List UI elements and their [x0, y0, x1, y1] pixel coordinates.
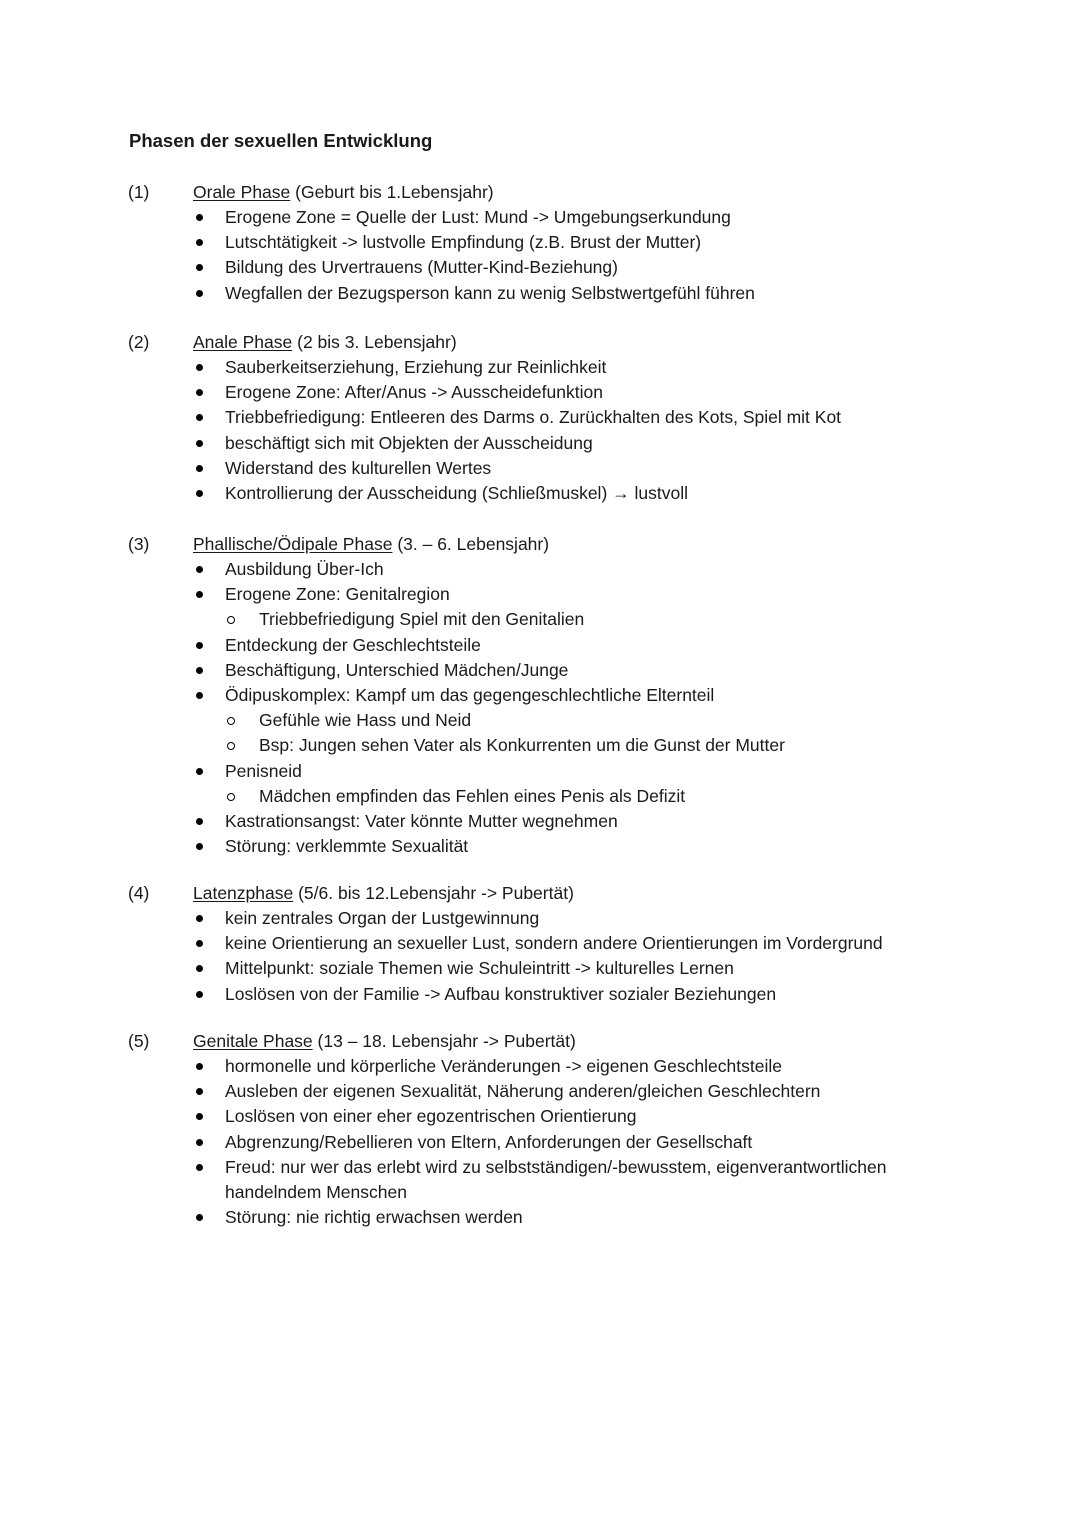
sub-list-item: Gefühle wie Hass und Neid: [0, 708, 1080, 733]
section-name: Latenzphase: [193, 883, 294, 903]
list-item: Triebbefriedigung: Entleeren des Darms o. Zurückhalten des Kots, Spiel mit Kot: [0, 405, 1080, 430]
section-number: (5): [128, 1031, 150, 1051]
list-item: Ausleben der eigenen Sexualität, Näherung anderen/gleichen Geschlechtern: [0, 1079, 1080, 1104]
section-list: [0, 355, 1080, 506]
sub-list-item: Triebbefriedigung Spiel mit den Genitalien: [0, 607, 1080, 632]
list-item: Störung: verklemmte Sexualität: [0, 834, 1080, 859]
section-number: (3): [128, 534, 150, 554]
document-title: Phasen der sexuellen Entwicklung: [129, 130, 433, 151]
list-item: Sauberkeitserziehung, Erziehung zur Reinlichkeit: [0, 355, 1080, 380]
list-item: Freud: nur wer das erlebt wird zu selbstständigen/-bewusstem, eigenverantwortlichen handelndem Menschen: [0, 1155, 1080, 1205]
list-item: Kastrationsangst: Vater könnte Mutter wegnehmen: [0, 809, 1080, 834]
section-period: (13 – 18. Lebensjahr -> Pubertät): [317, 1031, 576, 1051]
list-item: Störung: nie richtig erwachsen werden: [0, 1205, 1080, 1230]
list-item: Penisneid: [0, 759, 1080, 784]
list-item: Ausbildung Über-Ich: [0, 557, 1080, 582]
section-name: Orale Phase: [193, 182, 291, 202]
list-item: Loslösen von einer eher egozentrischen Orientierung: [0, 1104, 1080, 1129]
section-list: [0, 1054, 1080, 1230]
section-list: [0, 557, 1080, 859]
section-name: Anale Phase: [193, 332, 293, 352]
section-number: (4): [128, 883, 150, 903]
list-item: Kontrollierung der Ausscheidung (Schließmuskel) → lustvoll: [0, 481, 1080, 506]
list-item: Wegfallen der Bezugsperson kann zu wenig Selbstwertgefühl führen: [0, 281, 1080, 306]
list-item: Widerstand des kulturellen Wertes: [0, 456, 1080, 481]
section-heading: [193, 881, 574, 906]
section-period: (Geburt bis 1.Lebensjahr): [295, 182, 494, 202]
sub-list-item: Bsp: Jungen sehen Vater als Konkurrenten um die Gunst der Mutter: [0, 733, 1080, 758]
list-item: kein zentrales Organ der Lustgewinnung: [0, 906, 1080, 931]
list-item: Erogene Zone = Quelle der Lust: Mund -> Umgebungserkundung: [0, 205, 1080, 230]
list-item: Erogene Zone: Genitalregion: [0, 582, 1080, 607]
section-number: (1): [128, 182, 150, 202]
list-item: Erogene Zone: After/Anus -> Ausscheidefunktion: [0, 380, 1080, 405]
list-item: beschäftigt sich mit Objekten der Ausscheidung: [0, 431, 1080, 456]
section-name: Phallische/Ödipale Phase: [193, 534, 393, 554]
section-list: [0, 906, 1080, 1007]
list-item: hormonelle und körperliche Veränderungen -> eigenen Geschlechtsteile: [0, 1054, 1080, 1079]
list-item: Entdeckung der Geschlechtsteile: [0, 633, 1080, 658]
list-item: Bildung des Urvertrauens (Mutter-Kind-Beziehung): [0, 255, 1080, 280]
list-item: Ödipuskomplex: Kampf um das gegengeschlechtliche Elternteil: [0, 683, 1080, 708]
section-heading: [193, 330, 457, 355]
section-period: (5/6. bis 12.Lebensjahr -> Pubertät): [298, 883, 574, 903]
sub-list-item: Mädchen empfinden das Fehlen eines Penis als Defizit: [0, 784, 1080, 809]
section-heading: [193, 180, 494, 205]
list-item: Mittelpunkt: soziale Themen wie Schuleintritt -> kulturelles Lernen: [0, 956, 1080, 981]
section-name: Genitale Phase: [193, 1031, 313, 1051]
section-heading: [193, 532, 549, 557]
section-number: (2): [128, 332, 150, 352]
section-heading: [193, 1029, 576, 1054]
section-list: [0, 205, 1080, 306]
list-item: keine Orientierung an sexueller Lust, sondern andere Orientierungen im Vordergrund: [0, 931, 1080, 956]
list-item: Abgrenzung/Rebellieren von Eltern, Anforderungen der Gesellschaft: [0, 1130, 1080, 1155]
section-period: (2 bis 3. Lebensjahr): [297, 332, 457, 352]
list-item: Lutschtätigkeit -> lustvolle Empfindung (z.B. Brust der Mutter): [0, 230, 1080, 255]
section-period: (3. – 6. Lebensjahr): [397, 534, 550, 554]
list-item: Beschäftigung, Unterschied Mädchen/Junge: [0, 658, 1080, 683]
list-item: Loslösen von der Familie -> Aufbau konstruktiver sozialer Beziehungen: [0, 982, 1080, 1007]
